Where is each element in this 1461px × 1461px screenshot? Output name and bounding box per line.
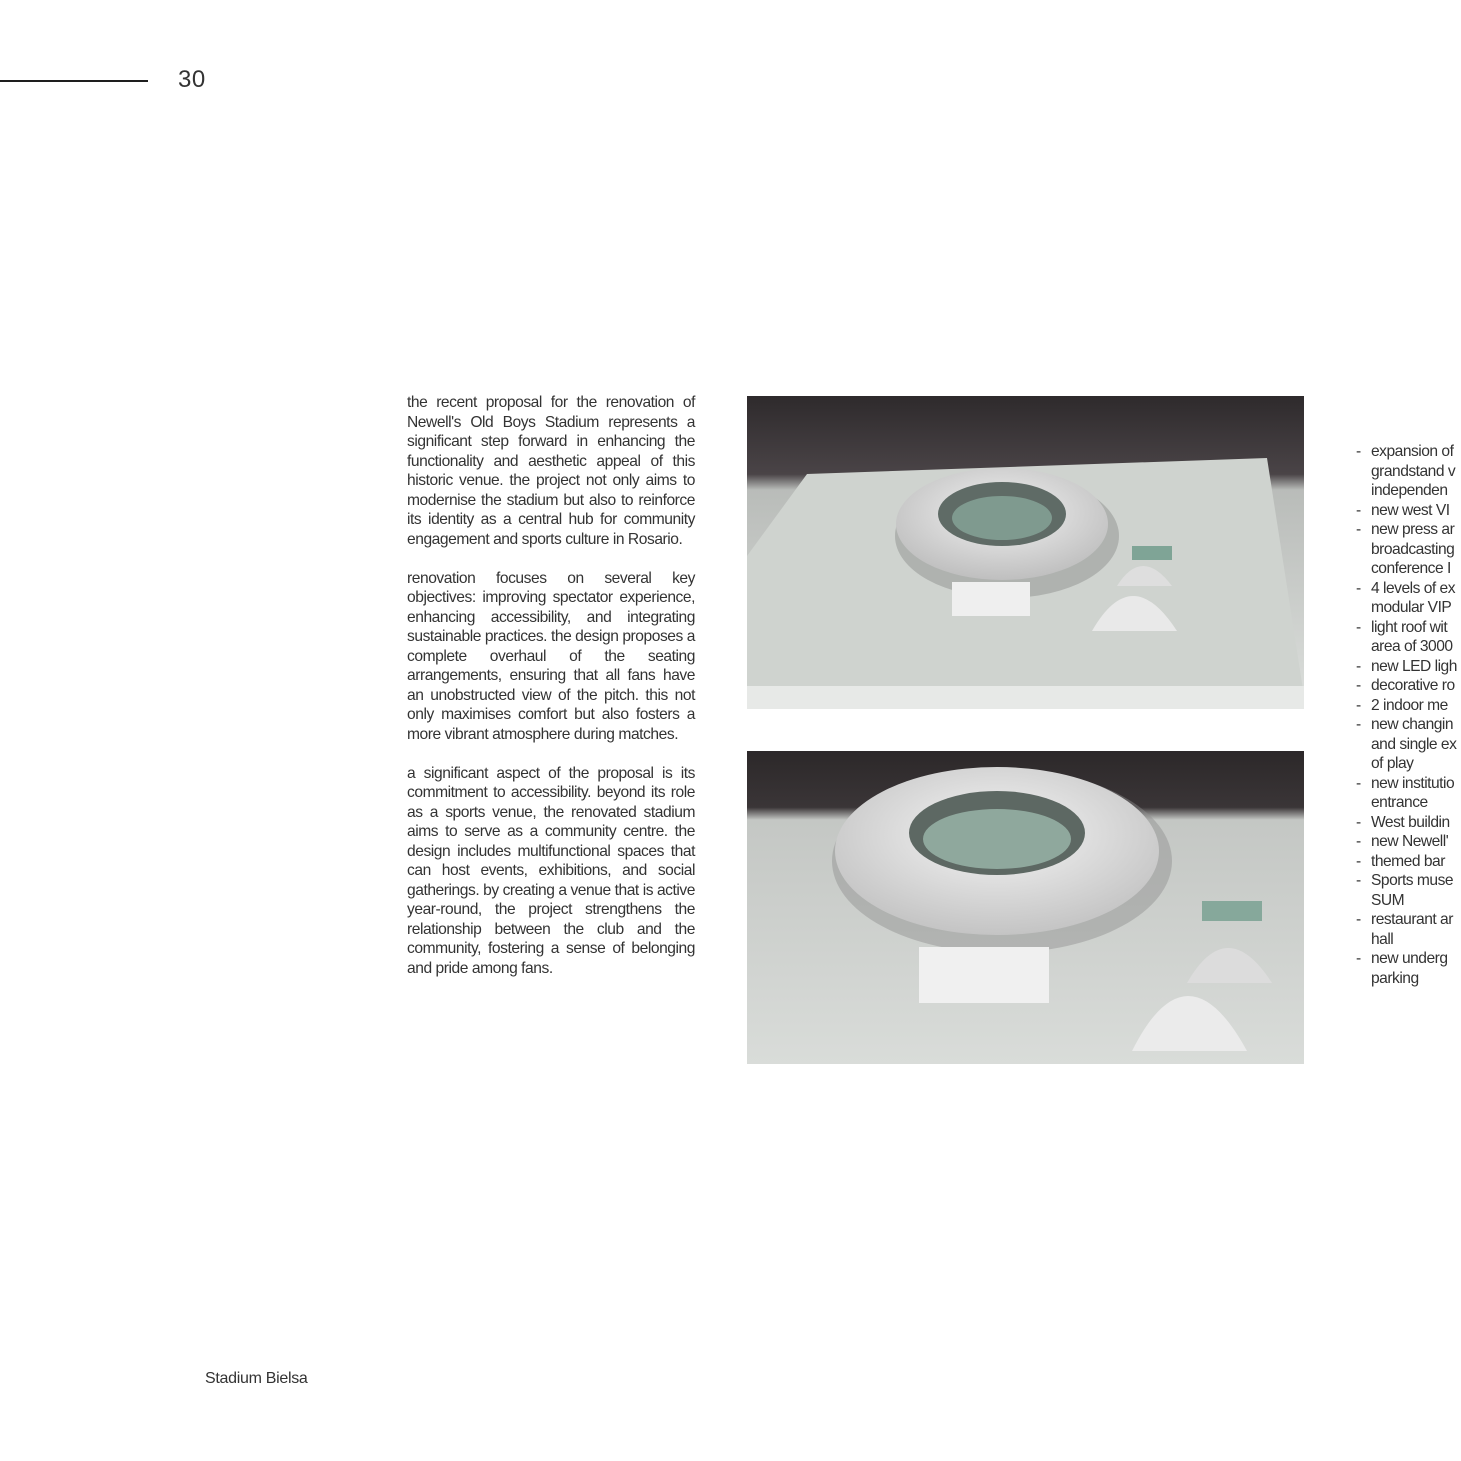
feature-item: - new changin and single ex of play [1356, 715, 1461, 774]
body-paragraph-2: renovation focuses on several key objectives: improving spectator experience, enhancing accessibility, and integrating sustainable practices. the design proposes a complete overhaul of the seating arrangements, ensuring that all fans have an unobstructed view of the pitch. this not only maximises comfort but also fosters a more vibrant atmosphere during matches. [407, 569, 695, 743]
feature-item: - Sports muse SUM [1356, 871, 1461, 910]
features-list [1356, 442, 1461, 988]
footer-title: Stadium Bielsa [205, 1370, 308, 1387]
stadium-model-photo-2 [747, 751, 1304, 1064]
feature-item: - 4 levels of ex modular VIP [1356, 579, 1461, 618]
page-number: 30 [178, 66, 206, 93]
feature-item: - new institutio entrance [1356, 774, 1461, 813]
feature-item: - new west VI [1356, 501, 1461, 521]
feature-item: - restaurant ar hall [1356, 910, 1461, 949]
body-text-column [407, 393, 695, 998]
feature-item: - new underg parking [1356, 949, 1461, 988]
header-rule [0, 80, 148, 82]
feature-item: - West buildin [1356, 813, 1461, 833]
feature-item: - new press ar broadcasting conference I [1356, 520, 1461, 579]
stadium-model-photo-1 [747, 396, 1304, 709]
feature-item: - light roof wit area of 3000 [1356, 618, 1461, 657]
feature-item: - expansion of grandstand v independen [1356, 442, 1461, 501]
feature-item: - decorative ro [1356, 676, 1461, 696]
body-paragraph-3: a significant aspect of the proposal is its commitment to accessibility. beyond its role as a sports venue, the renovated stadium aims to serve as a community centre. the design includes multifunctional spaces that can host events, exhibitions, and social gatherings. by creating a venue that is active year-round, the project strengthens the relationship between the club and the community, fostering a sense of belonging and pride among fans. [407, 764, 695, 977]
body-paragraph-1: the recent proposal for the renovation of Newell's Old Boys Stadium represents a significant step forward in enhancing the functionality and aesthetic appeal of this historic venue. the project not only aims to modernise the stadium but also to reinforce its identity as a central hub for community engagement and sports culture in Rosario. [407, 394, 695, 548]
feature-item: - new LED ligh [1356, 657, 1461, 677]
feature-item: - themed bar [1356, 852, 1461, 872]
feature-item: - new Newell' [1356, 832, 1461, 852]
feature-item: - 2 indoor me [1356, 696, 1461, 716]
